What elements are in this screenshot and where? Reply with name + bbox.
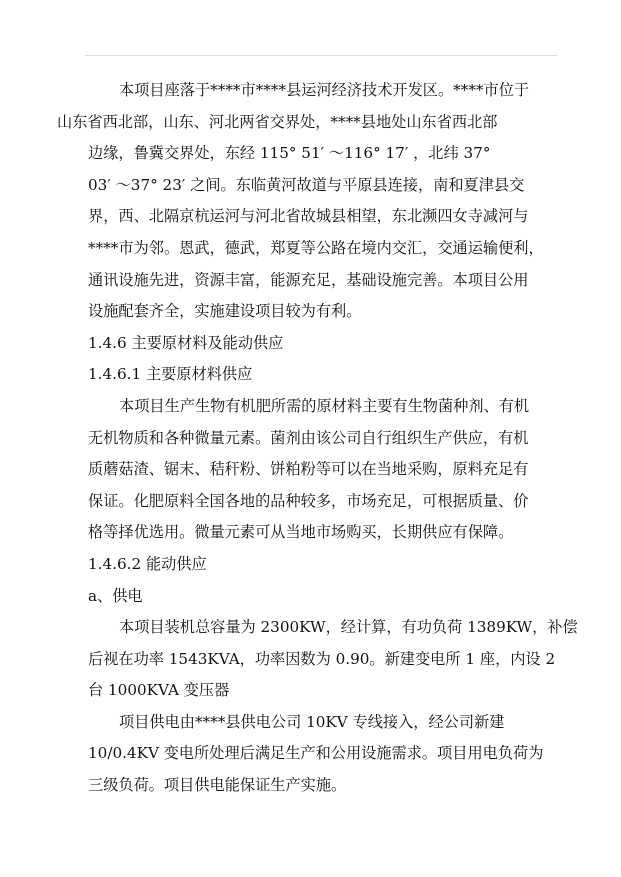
heading-text: 1.4.6 主要原材料及能动供应 <box>88 333 284 352</box>
heading-text: 1.4.6.1 主要原材料供应 <box>88 365 253 384</box>
text-line: 保证。化肥原料全国各地的品种较多，市场充足，可根据质量、价 <box>88 491 529 510</box>
text-line: 无机物质和各种微量元素。菌剂由该公司自行组织生产供应，有机 <box>88 428 529 447</box>
section-heading-1-4-6-1 <box>88 359 558 391</box>
subsection-power-supply <box>88 581 558 613</box>
text-line: ****市为邻。恩武，德武，郑夏等公路在境内交汇，交通运输便利， <box>88 238 544 257</box>
text-line: 通讯设施先进，资源丰富，能源充足，基础设施完善。本项目公用 <box>88 270 529 289</box>
text-line: 边缘，鲁冀交界处，东经 115° 51′ ～116° 17′ ，北纬 37° <box>88 144 491 163</box>
heading-text: 1.4.6.2 能动供应 <box>88 554 207 573</box>
text-line: 本项目装机总容量为 2300KW，经计算，有功负荷 1389KW，补偿 <box>119 618 578 637</box>
power-source-paragraph <box>88 707 558 802</box>
location-paragraph <box>57 75 558 328</box>
text-line: 界，西、北隔京杭运河与河北省故城县相望，东北濒四女寺减河与 <box>88 207 529 226</box>
text-line: 10/0.4KV 变电所处理后满足生产和公用设施需求。项目用电负荷为 <box>88 744 544 763</box>
text-line: 设施配套齐全，实施建设项目较为有利。 <box>88 302 362 321</box>
header-rule <box>85 55 557 56</box>
text-line: 后视在功率 1543KVA，功率因数为 0.90。新建变电所 1 座，内设 2 <box>88 649 556 668</box>
text-line: 格等择优选用。微量元素可从当地市场购买，长期供应有保障。 <box>88 523 514 542</box>
text-line: 本项目生产生物有机肥所需的原材料主要有生物菌种剂、有机 <box>119 396 530 415</box>
power-capacity-paragraph <box>88 612 578 707</box>
text-line: 质蘑菇渣、锯末、秸秆粉、饼粕粉等可以在当地采购，原料充足有 <box>88 460 529 479</box>
document-body <box>57 75 578 802</box>
text-line: 03′ ～37° 23′ 之间。东临黄河故道与平原县连接，南和夏津县交 <box>88 175 525 194</box>
section-heading-1-4-6 <box>88 328 558 360</box>
text-line: 三级负荷。项目供电能保证生产实施。 <box>88 776 347 795</box>
text-line: 台 1000KVA 变压器 <box>88 681 230 700</box>
materials-paragraph <box>88 391 558 549</box>
section-heading-1-4-6-2 <box>88 549 558 581</box>
text-line: 山东省西北部，山东、河北两省交界处，****县地处山东省西北部 <box>57 112 498 131</box>
heading-text: a、供电 <box>88 586 143 605</box>
text-line: 项目供电由****县供电公司 10KV 专线接入，经公司新建 <box>119 712 505 731</box>
text-line: 本项目座落于****市****县运河经济技术开发区。****市位于 <box>119 81 530 99</box>
